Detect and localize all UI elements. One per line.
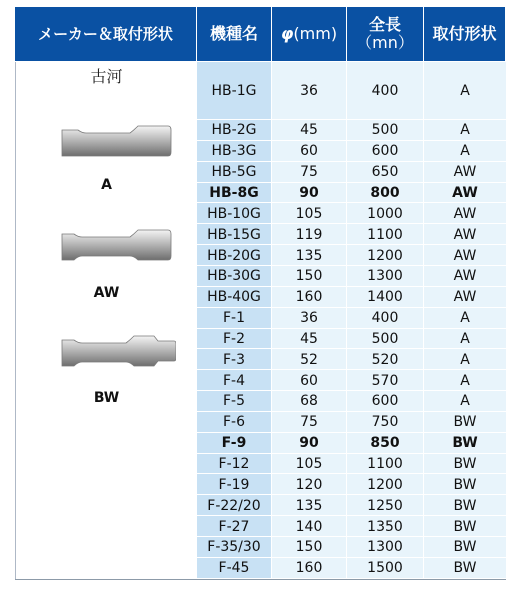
shape-label-bw: BW <box>93 390 120 406</box>
model-cell: HB-1G <box>197 62 272 120</box>
model-cell: F-4 <box>197 370 272 391</box>
model-cell: HB-20G <box>197 245 272 266</box>
mount-cell: AW <box>424 183 506 204</box>
model-cell: F-3 <box>197 349 272 370</box>
mount-cell: AW <box>424 162 506 183</box>
table-row <box>197 454 506 475</box>
model-cell: HB-30G <box>197 266 272 287</box>
mount-cell: A <box>424 62 506 120</box>
mount-cell: BW <box>424 537 506 558</box>
length-cell: 750 <box>347 412 424 433</box>
tool-shank-bw-icon <box>60 332 176 372</box>
header-model <box>197 7 271 61</box>
mount-cell: AW <box>424 245 506 266</box>
table-row <box>197 433 506 454</box>
model-cell: F-1 <box>197 308 272 329</box>
diameter-cell: 119 <box>272 224 347 245</box>
diameter-cell: 120 <box>272 474 347 495</box>
header-mount <box>424 7 505 61</box>
tool-shank-aw-icon <box>60 226 172 266</box>
length-cell: 1500 <box>347 558 424 579</box>
model-cell: HB-8G <box>197 183 272 204</box>
diameter-cell: 52 <box>272 349 347 370</box>
length-cell: 1300 <box>347 537 424 558</box>
mount-cell: AW <box>424 203 506 224</box>
header-diameter-unit: (mm) <box>293 24 338 43</box>
header-model-label: 機種名 <box>209 24 258 43</box>
table-row <box>197 266 506 287</box>
length-cell: 400 <box>347 308 424 329</box>
model-cell: HB-40G <box>197 287 272 308</box>
mount-cell: A <box>424 391 506 412</box>
model-cell: F-45 <box>197 558 272 579</box>
mount-cell: BW <box>424 495 506 516</box>
header-length-label: 全長 <box>368 15 401 34</box>
length-cell: 1300 <box>347 266 424 287</box>
model-cell: HB-5G <box>197 162 272 183</box>
mount-cell: A <box>424 349 506 370</box>
mount-cell: BW <box>424 516 506 537</box>
model-cell: F-9 <box>197 433 272 454</box>
length-cell: 650 <box>347 162 424 183</box>
model-cell: F-35/30 <box>197 537 272 558</box>
mount-cell: BW <box>424 412 506 433</box>
model-cell: HB-3G <box>197 141 272 162</box>
diameter-cell: 60 <box>272 370 347 391</box>
mount-cell: AW <box>424 287 506 308</box>
diameter-cell: 68 <box>272 391 347 412</box>
table-row <box>197 287 506 308</box>
shape-label-aw: AW <box>93 285 120 301</box>
diameter-cell: 105 <box>272 454 347 475</box>
diameter-cell: 75 <box>272 412 347 433</box>
header-diameter-symbol: φ <box>280 24 294 43</box>
mount-cell: AW <box>424 266 506 287</box>
model-cell: HB-15G <box>197 224 272 245</box>
length-cell: 400 <box>347 62 424 120</box>
model-cell: HB-2G <box>197 120 272 141</box>
mount-cell: A <box>424 308 506 329</box>
diameter-cell: 45 <box>272 120 347 141</box>
mount-cell: BW <box>424 433 506 454</box>
model-cell: HB-10G <box>197 203 272 224</box>
table-row <box>197 349 506 370</box>
table-row <box>197 162 506 183</box>
model-cell: F-22/20 <box>197 495 272 516</box>
header-diameter <box>272 7 346 61</box>
diameter-cell: 150 <box>272 537 347 558</box>
diameter-cell: 36 <box>272 62 347 120</box>
table-row <box>197 183 506 204</box>
header-mount-label: 取付形状 <box>432 24 497 43</box>
model-cell: F-27 <box>197 516 272 537</box>
length-cell: 1100 <box>347 454 424 475</box>
diameter-cell: 60 <box>272 141 347 162</box>
table-row <box>197 412 506 433</box>
table-row <box>197 558 506 579</box>
diameter-cell: 90 <box>272 433 347 454</box>
table-row <box>197 370 506 391</box>
table-row <box>197 537 506 558</box>
diameter-cell: 45 <box>272 329 347 350</box>
length-cell: 1200 <box>347 245 424 266</box>
length-cell: 1250 <box>347 495 424 516</box>
model-cell: F-2 <box>197 329 272 350</box>
length-cell: 600 <box>347 391 424 412</box>
table-row <box>197 474 506 495</box>
model-cell: F-19 <box>197 474 272 495</box>
model-cell: F-12 <box>197 454 272 475</box>
table-row <box>197 495 506 516</box>
header-maker-label: メーカー＆取付形状 <box>38 25 173 43</box>
length-cell: 1200 <box>347 474 424 495</box>
mount-cell: BW <box>424 454 506 475</box>
mount-cell: A <box>424 329 506 350</box>
mount-cell: A <box>424 120 506 141</box>
maker-name: 古河 <box>90 67 123 86</box>
diameter-cell: 36 <box>272 308 347 329</box>
table-row <box>197 329 506 350</box>
diameter-cell: 140 <box>272 516 347 537</box>
length-cell: 1350 <box>347 516 424 537</box>
length-cell: 1100 <box>347 224 424 245</box>
length-cell: 520 <box>347 349 424 370</box>
table-row <box>197 245 506 266</box>
header-maker <box>15 7 196 61</box>
table-row <box>197 203 506 224</box>
model-cell: F-5 <box>197 391 272 412</box>
length-cell: 500 <box>347 120 424 141</box>
length-cell: 570 <box>347 370 424 391</box>
table-row <box>197 120 506 141</box>
length-cell: 1000 <box>347 203 424 224</box>
table-bottom-border <box>15 579 506 580</box>
length-cell: 600 <box>347 141 424 162</box>
model-cell: F-6 <box>197 412 272 433</box>
length-cell: 1400 <box>347 287 424 308</box>
length-cell: 500 <box>347 329 424 350</box>
mount-cell: BW <box>424 558 506 579</box>
mount-cell: A <box>424 370 506 391</box>
diameter-cell: 135 <box>272 245 347 266</box>
table-row <box>197 308 506 329</box>
length-cell: 800 <box>347 183 424 204</box>
table-row <box>197 62 506 120</box>
header-length-unit: （mn） <box>356 33 414 52</box>
tool-shank-a-icon <box>60 122 172 162</box>
length-cell: 850 <box>347 433 424 454</box>
header-length <box>347 7 423 61</box>
diameter-cell: 90 <box>272 183 347 204</box>
mount-cell: A <box>424 141 506 162</box>
diameter-cell: 75 <box>272 162 347 183</box>
mount-cell: BW <box>424 474 506 495</box>
diameter-cell: 160 <box>272 558 347 579</box>
diameter-cell: 105 <box>272 203 347 224</box>
table-row <box>197 516 506 537</box>
diameter-cell: 135 <box>272 495 347 516</box>
shape-label-a: A <box>101 177 112 193</box>
diameter-cell: 160 <box>272 287 347 308</box>
table-row <box>197 224 506 245</box>
diameter-cell: 150 <box>272 266 347 287</box>
table-row <box>197 391 506 412</box>
mount-cell: AW <box>424 224 506 245</box>
maker-column <box>15 62 197 580</box>
table-row <box>197 141 506 162</box>
